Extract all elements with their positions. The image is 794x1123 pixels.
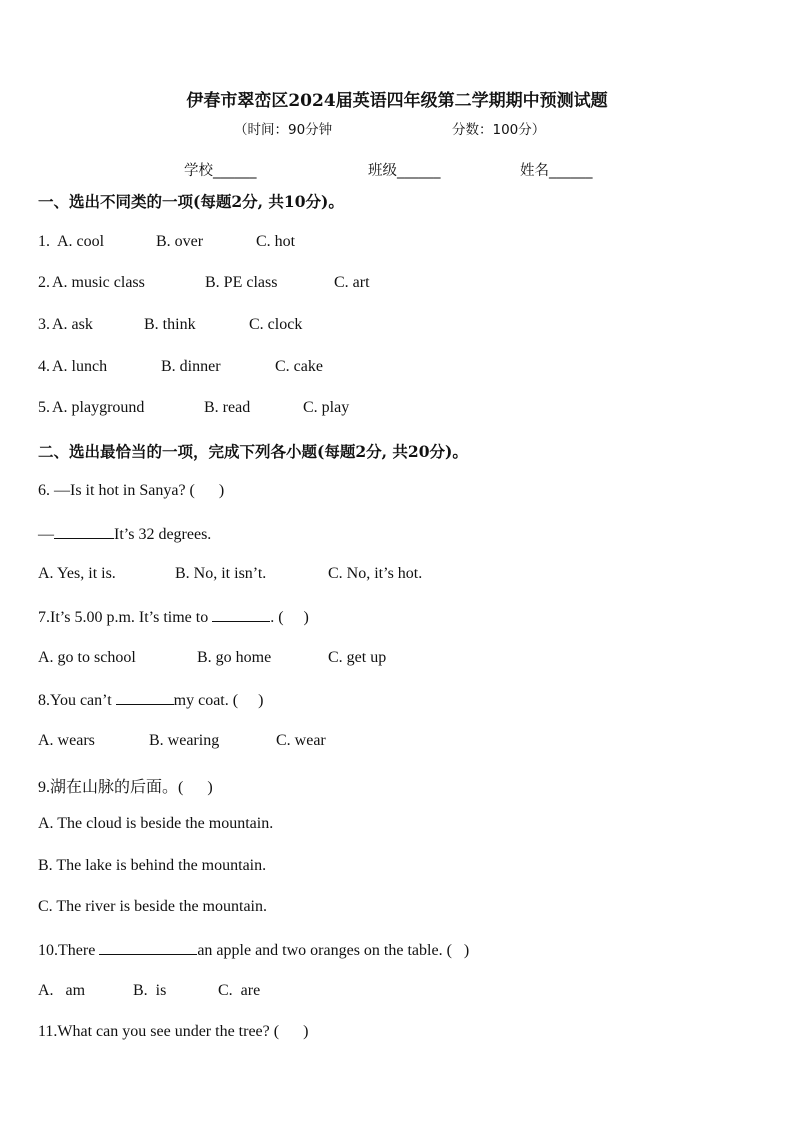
class-field: 班级______ [368, 163, 441, 179]
question-6-stem: 6. —Is it hot in Sanya? ( ) [38, 482, 225, 499]
stem-text: 8.You can’t [38, 692, 116, 709]
option-a: A. lunch [52, 358, 108, 375]
option-a: A. playground [52, 399, 145, 416]
question-9-option-a: A. The cloud is beside the mountain. [38, 815, 274, 832]
answer-blank[interactable] [99, 940, 197, 955]
option-a: A. music class [52, 274, 145, 291]
dash: — [38, 526, 54, 543]
answer-blank[interactable] [54, 524, 114, 539]
option-c: C. play [303, 399, 350, 416]
reply-text: It’s 32 degrees. [114, 526, 212, 543]
section-2-heading: 二、选出最恰当的一项，完成下列各小题(每题2分, 共20分)。 [38, 442, 468, 461]
stem-text-end: . ( ) [270, 609, 309, 626]
option-b: B. read [204, 399, 251, 416]
answer-blank[interactable] [116, 690, 174, 705]
question-7-option-c: C. get up [328, 649, 387, 666]
section-1-heading: 一、选出不同类的一项(每题2分, 共10分)。 [38, 192, 344, 211]
question-8-option-c: C. wear [276, 732, 326, 749]
option-c: C. clock [249, 316, 303, 333]
name-field: 姓名______ [520, 163, 593, 179]
page-title: 伊春市翠峦区2024届英语四年级第二学期期中预测试题 [186, 91, 608, 111]
exam-score: 分数：100分） [452, 122, 546, 138]
option-b: B. over [156, 233, 204, 250]
question-number: 4. [38, 358, 50, 375]
stem-text-end: my coat. ( ) [173, 692, 264, 709]
question-8-stem [38, 690, 263, 710]
question-10-option-b: B. is [133, 982, 167, 999]
option-a: A. ask [52, 316, 93, 333]
question-7-option-a: A. go to school [38, 649, 136, 666]
question-8-option-a: A. wears [38, 732, 95, 749]
stem-text-end: an apple and two oranges on the table. ( ) [197, 942, 470, 959]
question-6-reply [38, 524, 211, 544]
question-10-option-a: A. am [38, 982, 86, 999]
question-9-option-c: C. The river is beside the mountain. [38, 898, 267, 915]
question-10-stem [38, 940, 469, 960]
question-8-option-b: B. wearing [149, 732, 220, 749]
school-field: 学校______ [184, 163, 257, 179]
question-6-option-a: A. Yes, it is. [38, 565, 116, 582]
question-7-stem [38, 607, 309, 627]
question-number: 1. [38, 233, 54, 250]
stem-text: 7.It’s 5.00 p.m. It’s time to [38, 609, 213, 626]
exam-time: （时间：90分钟 [234, 122, 333, 138]
question-number: 3. [38, 316, 50, 333]
question-9-stem: 9.湖在山脉的后面。( ) [38, 779, 213, 796]
question-6-option-c: C. No, it’s hot. [328, 565, 423, 582]
question-9-option-b: B. The lake is behind the mountain. [38, 857, 267, 874]
option-a: A. cool [57, 233, 105, 250]
option-c: C. art [334, 274, 370, 291]
option-c: C. cake [275, 358, 323, 375]
question-number: 5. [38, 399, 50, 416]
option-c: C. hot [256, 233, 296, 250]
question-11-stem: 11.What can you see under the tree? ( ) [38, 1023, 309, 1040]
question-7-option-b: B. go home [197, 649, 272, 666]
question-10-option-c: C. are [218, 982, 261, 999]
answer-blank[interactable] [212, 607, 270, 622]
option-b: B. think [144, 316, 196, 333]
stem-text: 10.There [38, 942, 100, 959]
option-b: B. PE class [205, 274, 278, 291]
option-b: B. dinner [161, 358, 221, 375]
question-number: 2. [38, 274, 50, 291]
question-6-option-b: B. No, it isn’t. [175, 565, 267, 582]
